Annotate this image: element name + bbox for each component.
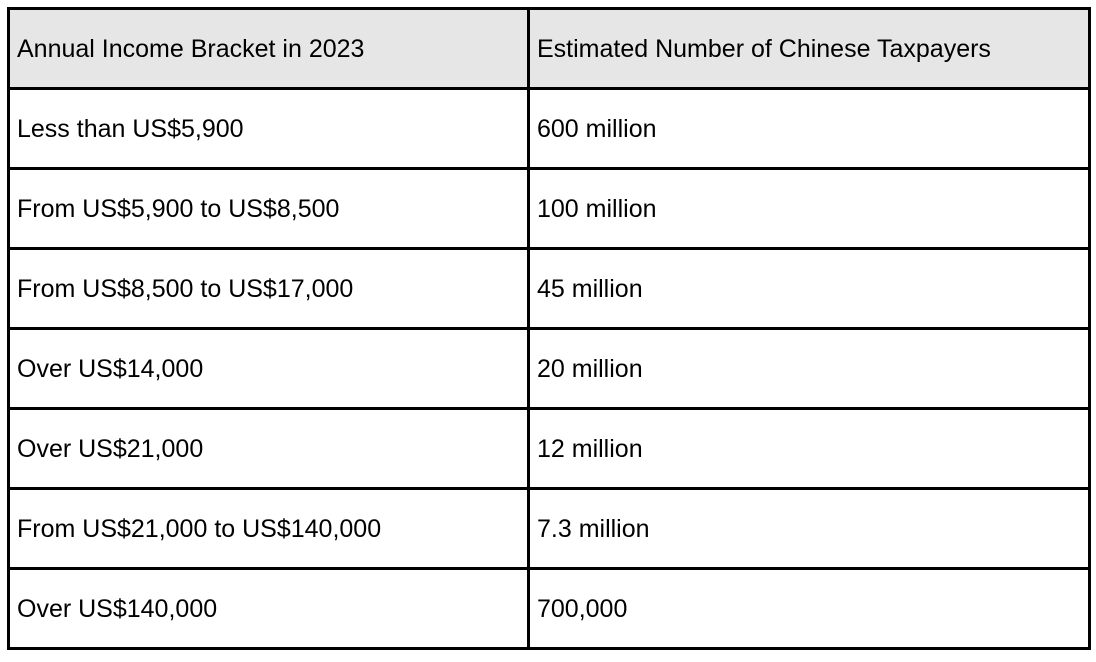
table-row [9,169,1090,249]
taxpayer-count-cell: 45 million [529,249,1090,329]
table-row [9,489,1090,569]
header-taxpayer-count: Estimated Number of Chinese Taxpayers [529,9,1090,89]
table-header-row [9,9,1090,89]
income-bracket-cell: Over US$21,000 [9,409,529,489]
table-row [9,89,1090,169]
table-row [9,249,1090,329]
taxpayer-count-cell: 20 million [529,329,1090,409]
taxpayer-count-cell: 600 million [529,89,1090,169]
table-row [9,409,1090,489]
taxpayer-count-cell: 7.3 million [529,489,1090,569]
income-bracket-cell: From US$8,500 to US$17,000 [9,249,529,329]
income-bracket-cell: Over US$140,000 [9,569,529,649]
income-bracket-cell: Less than US$5,900 [9,89,529,169]
table-row [9,329,1090,409]
header-income-bracket: Annual Income Bracket in 2023 [9,9,529,89]
table-row [9,569,1090,649]
taxpayer-count-cell: 100 million [529,169,1090,249]
income-bracket-cell: From US$21,000 to US$140,000 [9,489,529,569]
taxpayer-count-cell: 700,000 [529,569,1090,649]
income-bracket-cell: From US$5,900 to US$8,500 [9,169,529,249]
income-bracket-cell: Over US$14,000 [9,329,529,409]
taxpayer-count-cell: 12 million [529,409,1090,489]
income-bracket-table [7,7,1091,650]
